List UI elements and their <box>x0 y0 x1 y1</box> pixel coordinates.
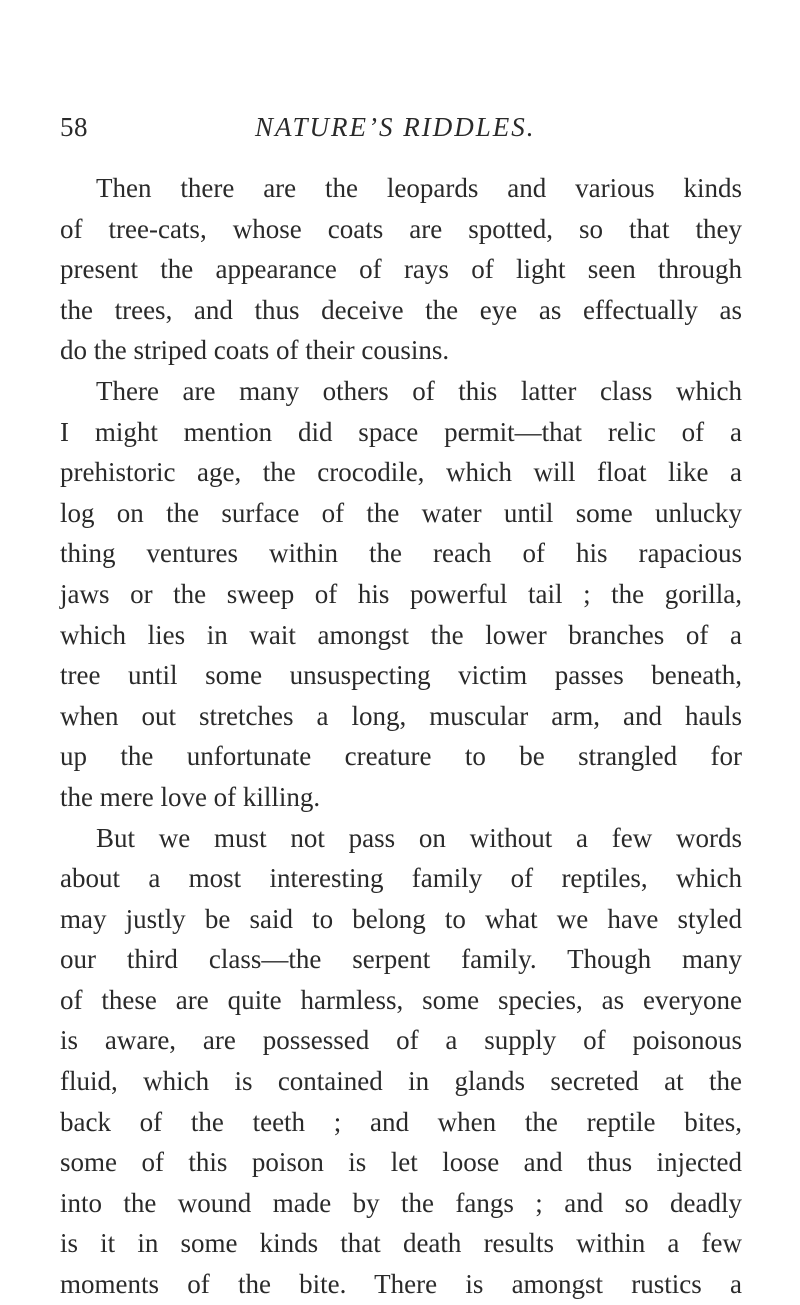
text-line: moments of the bite. There is amongst rustics a <box>60 1269 742 1300</box>
text-line: tree until some unsuspecting victim passes beneath, <box>60 660 742 691</box>
text-line: There are many others of this latter class which <box>96 375 742 406</box>
text-line: may justly be said to belong to what we have styled <box>60 903 742 934</box>
text-line: the mere love of killing. <box>60 781 321 812</box>
text-line: But we must not pass on without a few words <box>96 822 742 853</box>
text-line: into the wound made by the fangs ; and so deadly <box>60 1187 742 1218</box>
running-title: NATURE’S RIDDLES. <box>255 112 536 142</box>
text-line: is aware, are possessed of a supply of poisonous <box>60 1025 742 1056</box>
text-line: thing ventures within the reach of his rapacious <box>60 538 742 569</box>
text-line: Then there are the leopards and various kinds <box>96 173 742 203</box>
text-line: log on the surface of the water until some unlucky <box>60 497 742 528</box>
body-text <box>60 168 742 1305</box>
text-line: present the appearance of rays of light seen through <box>60 254 742 285</box>
text-line: prehistoric age, the crocodile, which will float like a <box>60 457 742 488</box>
text-line: fluid, which is contained in glands secreted at the <box>60 1066 742 1097</box>
page-number: 58 <box>60 112 88 142</box>
text-line: is it in some kinds that death results within a few <box>60 1228 742 1259</box>
text-line: which lies in wait amongst the lower branches of a <box>60 619 742 650</box>
text-line: up the unfortunate creature to be strangled for <box>60 741 742 772</box>
text-line: of these are quite harmless, some species, as everyone <box>60 984 742 1015</box>
text-line: I might mention did space permit—that relic of a <box>60 416 742 447</box>
text-line: back of the teeth ; and when the reptile bites, <box>60 1106 742 1137</box>
page-header <box>60 112 740 152</box>
text-line: about a most interesting family of reptiles, which <box>60 863 742 894</box>
text-line: when out stretches a long, muscular arm, and hauls <box>60 700 742 731</box>
text-line: the trees, and thus deceive the eye as effectually as <box>60 294 742 325</box>
text-line: our third class—the serpent family. Though many <box>60 944 742 975</box>
text-line: of tree-cats, whose coats are spotted, so that they <box>60 213 742 244</box>
text-line: do the striped coats of their cousins. <box>60 335 450 366</box>
text-line: jaws or the sweep of his powerful tail ; the gorilla, <box>60 578 742 609</box>
text-line: some of this poison is let loose and thus injected <box>60 1147 742 1178</box>
